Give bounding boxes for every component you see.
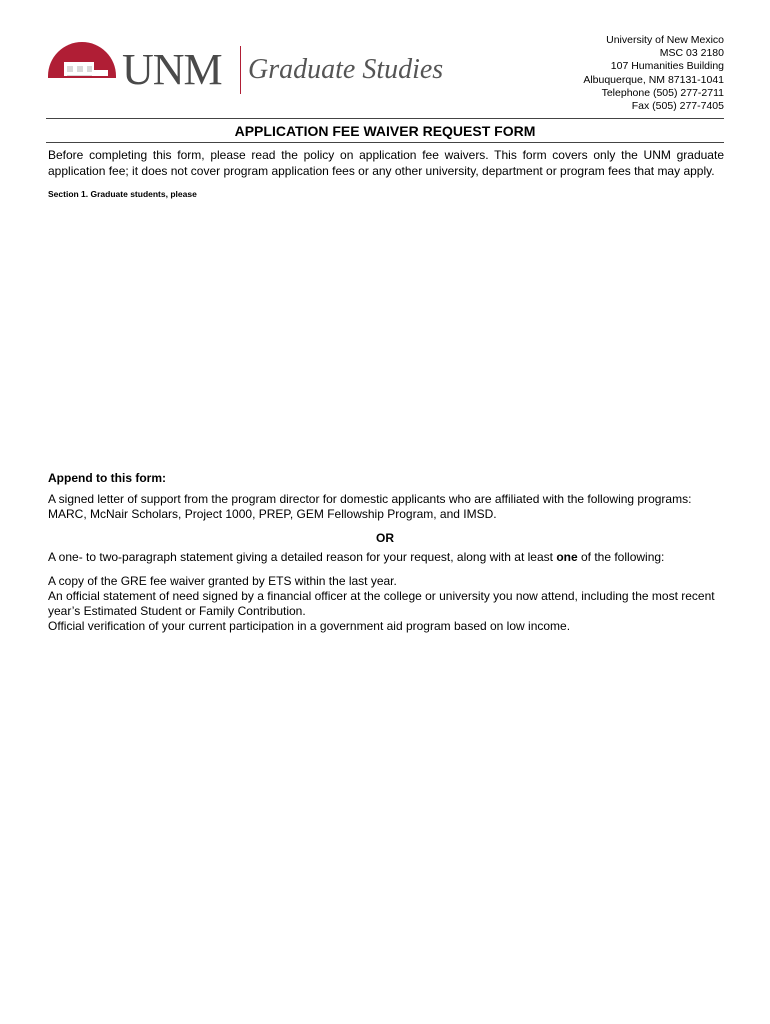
append-option-1: A signed letter of support from the program director for domestic applicants who are affiliated with the following programs: MARC, McNair Scholars, Project 1000, PREP, GEM Fellowship Program, and IMSD. [48,492,692,521]
unm-wordmark: UNM [122,45,222,94]
list-item: A copy of the GRE fee waiver granted by ETS within the last year. [48,574,397,588]
section-1-heading: Section 1. Graduate students, please [48,189,197,199]
title-rule-bottom [46,142,724,143]
graduate-studies-wordmark: Graduate Studies [248,54,444,85]
append-option-2 [48,550,724,565]
address-line: Albuquerque, NM 87131-1041 [583,73,724,86]
or-separator: OR [376,531,394,545]
option-2-text: A one- to two-paragraph statement giving a detailed reason for your request, along with at least [48,550,557,564]
list-item: An official statement of need signed by a financial officer at the college or university you now attend, including the most recent year’s Estimated Student or Family Contribution. [48,589,715,618]
list-item: Official verification of your current participation in a government aid program based on low income. [48,619,571,633]
logo-divider [240,46,241,94]
form-title: APPLICATION FEE WAIVER REQUEST FORM [234,123,536,139]
unm-logo [44,42,444,98]
intro-paragraph: Before completing this form, please read the policy on application fee waivers. This form covers only the UNM graduate application fee; it does not cover program application fees or any other university, department or program fees that may apply. [48,148,724,178]
address-line: University of New Mexico [606,34,724,46]
title-rule-top [46,118,724,119]
option-2-emphasis: one [556,550,578,564]
address-line: MSC 03 2180 [659,47,724,60]
append-heading: Append to this form: [48,471,166,485]
unm-emblem-icon [44,42,120,98]
requirement-list [48,574,724,634]
address-line: Telephone (505) 277-2711 [601,86,724,99]
address-line: 107 Humanities Building [610,60,724,73]
address-line: Fax (505) 277-7405 [631,100,724,113]
office-address [583,34,724,113]
option-2-text-end: of the following: [577,550,665,564]
